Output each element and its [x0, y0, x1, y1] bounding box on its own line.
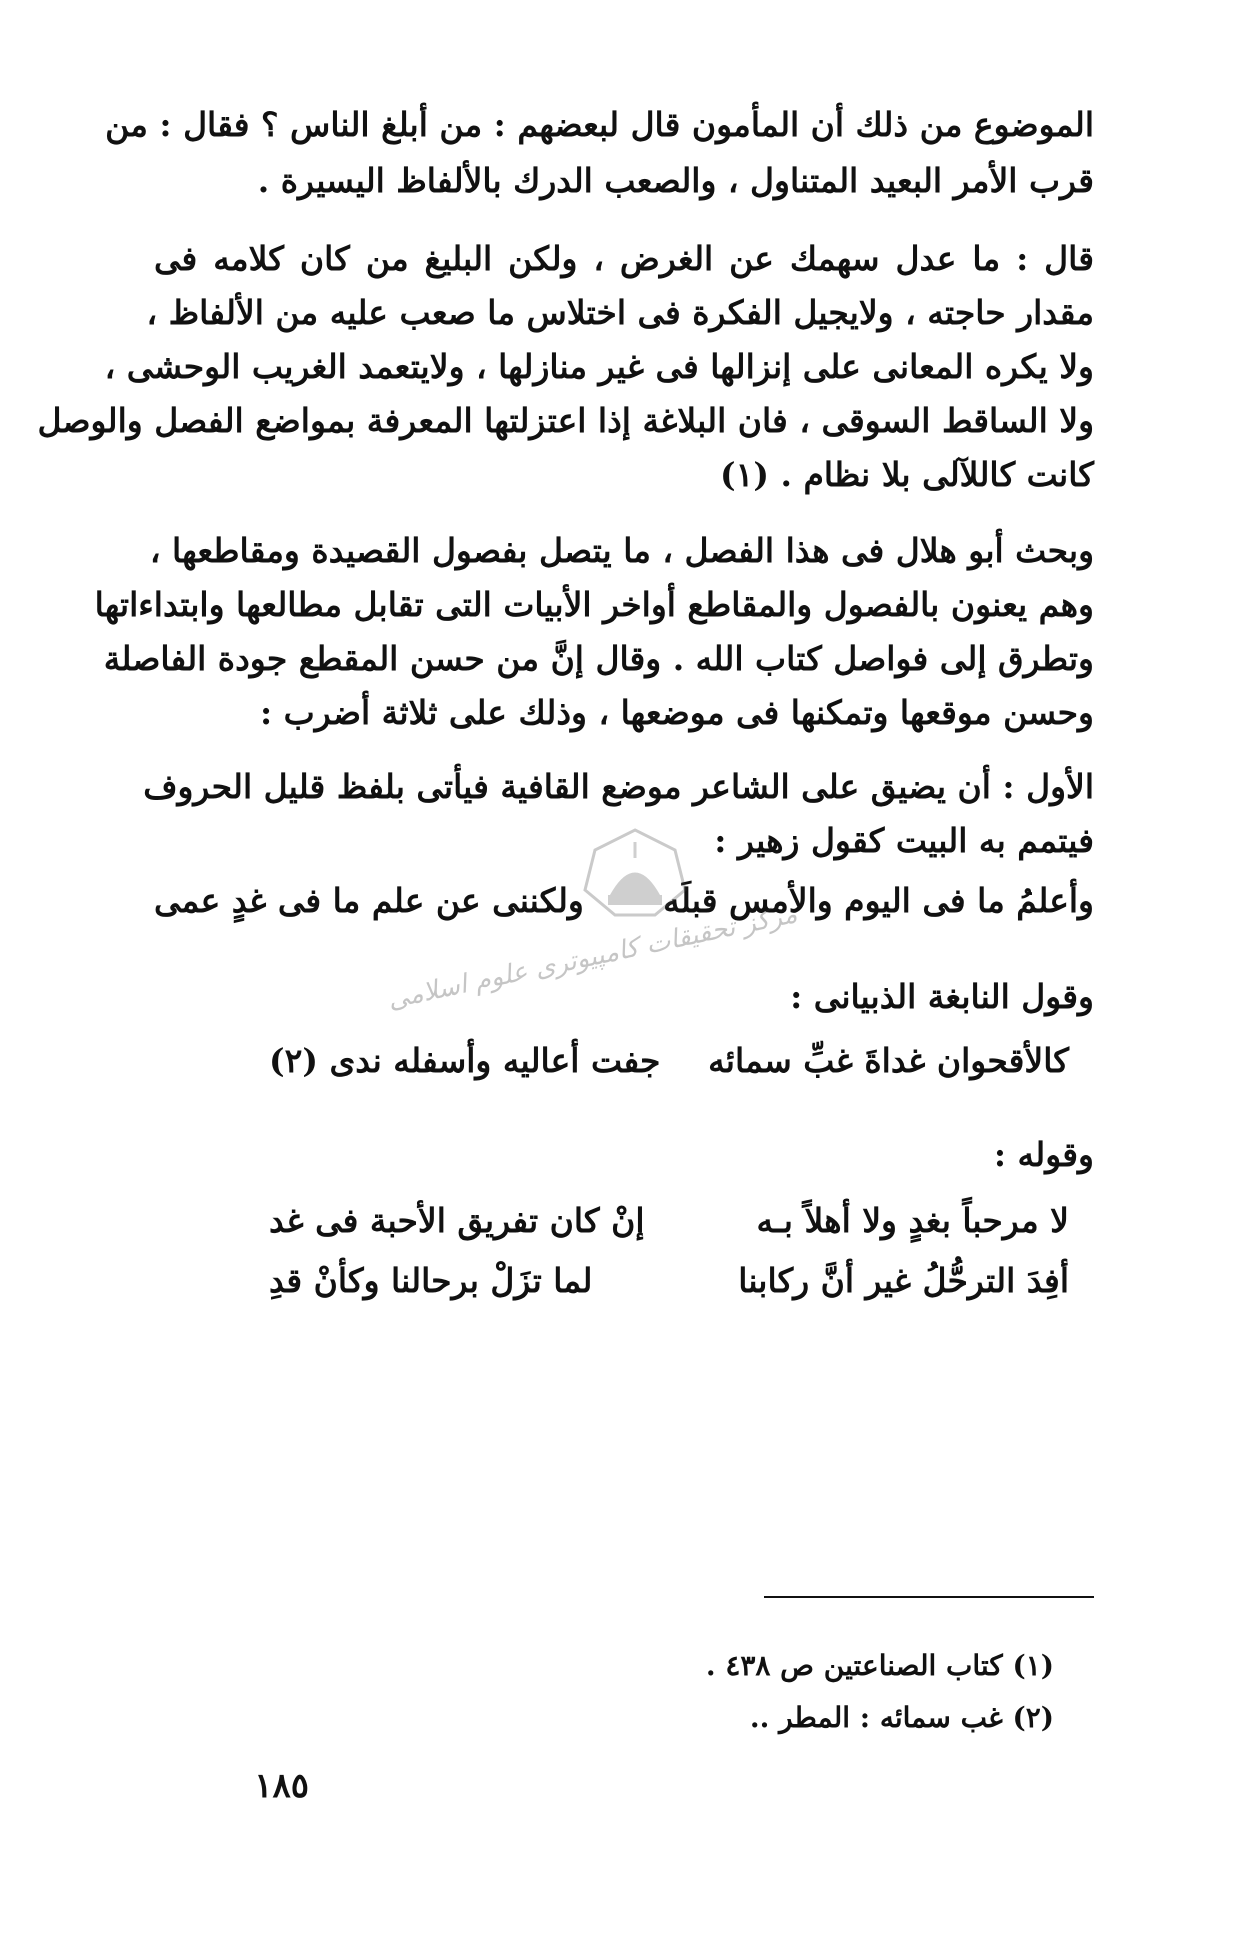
footnote-1: (١) كتاب الصناعتين ص ٤٣٨ .: [705, 1649, 1054, 1682]
verse-first-hemistich: كالأقحوان غداةَ غبِّ سمائه: [708, 1041, 1069, 1080]
text-line: قرب الأمر البعيد المتناول ، والصعب الدرك بالألفاظ اليسيرة .: [257, 161, 1094, 200]
verse-line: [269, 1036, 1069, 1092]
footnote-2: (٢) غب سمائه : المطر ..: [749, 1701, 1054, 1734]
footnote-separator: [764, 1596, 1094, 1598]
text-line: الموضوع من ذلك أن المأمون قال لبعضهم : من أبلغ الناس ؟ فقال : من: [105, 105, 1094, 144]
verse-first-hemistich: لا مرحباً بغدٍ ولا أهلاً بـه: [756, 1201, 1069, 1240]
watermark-text: مرکز تحقیقات کامپیوتری علوم اسلامی: [385, 899, 800, 1016]
text-line: الأول : أن يضيق على الشاعر موضع القافية فيأتى بلفظ قليل الحروف: [143, 767, 1094, 806]
text-line: قال : ما عدل سهمك عن الغرض ، ولكن البليغ من كان كلامه فى: [154, 239, 1094, 278]
text-line: ولا يكره المعانى على إنزالها فى غير منازلها ، ولايتعمد الغريب الوحشى ،: [104, 347, 1094, 386]
verse-first-hemistich: أفِدَ الترحُّلُ غير أنَّ ركابنا: [738, 1261, 1069, 1300]
verse-intro: وقوله :: [993, 1135, 1094, 1174]
verse-line: [154, 876, 1094, 932]
verse-line: [269, 1256, 1069, 1312]
text-line: فيتمم به البيت كقول زهير :: [714, 821, 1094, 860]
verse-line: [269, 1196, 1069, 1252]
verse-first-hemistich: وأعلمُ ما فى اليوم والأمس قبلَه: [663, 881, 1094, 920]
verse-second-hemistich: لما تزَلْ برحالنا وكأنْ قدِ: [269, 1261, 593, 1300]
text-line: وحسن موقعها وتمكنها فى موضعها ، وذلك على ثلاثة أضرب :: [260, 693, 1094, 732]
text-line: مقدار حاجته ، ولايجيل الفكرة فى اختلاس ما صعب عليه من الألفاظ ،: [146, 293, 1094, 332]
text-line: ولا الساقط السوقى ، فان البلاغة إذا اعتزلتها المعرفة بمواضع الفصل والوصل: [37, 401, 1094, 440]
verse-second-hemistich: ولكننى عن علم ما فى غدٍ عمى: [154, 881, 584, 920]
text-line: كانت كاللآلى بلا نظام . (١): [720, 455, 1094, 494]
text-line: وهم يعنون بالفصول والمقاطع أواخر الأبيات التى تقابل مطالعها وابتداءاتها: [94, 585, 1094, 624]
verse-intro: وقول النابغة الذبيانى :: [790, 977, 1094, 1016]
text-line: وبحث أبو هلال فى هذا الفصل ، ما يتصل بفصول القصيدة ومقاطعها ،: [149, 531, 1094, 570]
page-number: ١٨٥: [254, 1766, 309, 1806]
verse-second-hemistich: إنْ كان تفريق الأحبة فى غد: [269, 1201, 645, 1240]
verse-second-hemistich: جفت أعاليه وأسفله ندى (٢): [269, 1041, 661, 1080]
text-line: وتطرق إلى فواصل كتاب الله . وقال إنَّ من حسن المقطع جودة الفاصلة: [103, 639, 1094, 678]
